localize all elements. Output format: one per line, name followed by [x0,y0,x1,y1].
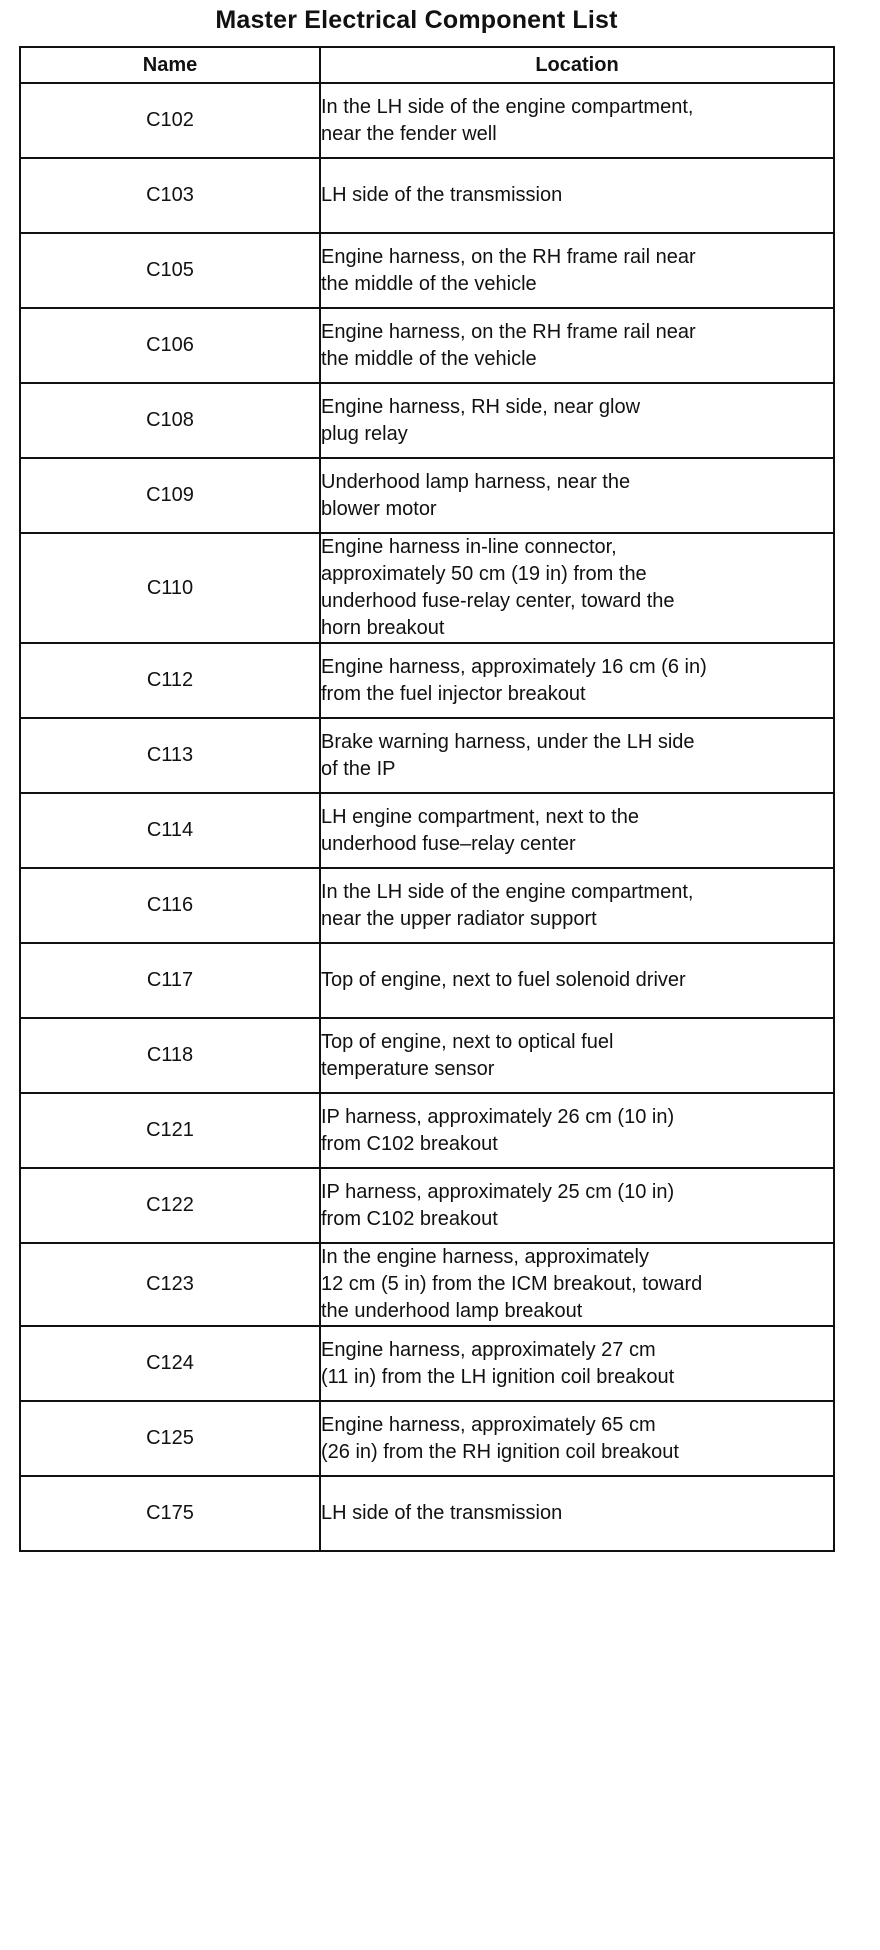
location-text-line: (11 in) from the LH ignition coil breakout [321,1365,675,1388]
component-location-cell [320,83,834,158]
table-row [20,1168,834,1243]
component-name-cell [20,158,320,233]
location-text-line: Engine harness in-line connector, [321,536,617,558]
component-location-cell [320,458,834,533]
component-name: C108 [146,409,194,431]
table-row [20,1326,834,1401]
component-location-cell [320,868,834,943]
location-text-line: LH side of the transmission [321,184,563,206]
location-text-line: Top of engine, next to fuel solenoid driver [321,969,686,991]
component-name-cell [20,458,320,533]
location-text-line: blower motor [321,497,437,520]
table-row [20,458,834,533]
location-text-line: Engine harness, on the RH frame rail near [321,245,696,268]
component-name: C175 [146,1502,194,1524]
component-name-cell [20,1168,320,1243]
component-name: C109 [146,484,194,506]
table-row [20,83,834,158]
table-row [20,233,834,308]
component-location-cell [320,1093,834,1168]
component-name-cell [20,1018,320,1093]
component-name: C112 [146,669,194,691]
table-row [20,718,834,793]
location-text-line: the middle of the vehicle [321,347,537,370]
location-text-line: underhood fuse-relay center, toward the [321,590,675,612]
table-row [20,1476,834,1551]
component-name: C103 [146,184,194,206]
component-location-cell [320,158,834,233]
location-text-line: Top of engine, next to optical fuel [321,1030,614,1053]
location-text-line: Engine harness, approximately 16 cm (6 in) [321,655,707,678]
component-name: C110 [146,576,194,599]
location-text-line: IP harness, approximately 25 cm (10 in) [321,1180,675,1203]
header-row [20,47,834,83]
location-text-line: Engine harness, RH side, near glow [321,395,641,418]
location-text-line: plug relay [321,422,408,445]
component-name: C114 [146,819,194,841]
component-name-cell [20,1093,320,1168]
table-row [20,308,834,383]
table-row [20,533,834,643]
location-text-line: the middle of the vehicle [321,272,537,295]
component-name-cell [20,308,320,383]
location-text-line: Engine harness, on the RH frame rail near [321,320,696,343]
component-name: C121 [146,1119,194,1141]
location-text-line: from C102 breakout [321,1132,498,1155]
name-column-header: Name [20,47,320,83]
location-text-line: of the IP [321,757,396,780]
component-name-cell [20,83,320,158]
table-row [20,1401,834,1476]
component-name: C123 [146,1273,194,1295]
location-text-line: IP harness, approximately 26 cm (10 in) [321,1105,675,1128]
component-name-cell [20,233,320,308]
table-row [20,793,834,868]
location-text-line: (26 in) from the RH ignition coil breakout [321,1440,679,1463]
component-location-cell [320,383,834,458]
component-location-cell [320,643,834,718]
location-text-line: horn breakout [321,617,445,639]
location-text-line: In the LH side of the engine compartment, [321,95,694,118]
component-name-cell [20,1476,320,1551]
component-name: C125 [146,1427,194,1449]
table-row [20,1018,834,1093]
component-name: C106 [146,334,194,356]
component-name: C105 [146,259,194,281]
component-location-cell [320,1476,834,1551]
location-text-line: Engine harness, approximately 27 cm [321,1338,656,1361]
table-row [20,1093,834,1168]
page-title: Master Electrical Component List [215,6,618,34]
component-name-cell [20,1401,320,1476]
component-name: C118 [146,1044,194,1066]
location-text-line: from the fuel injector breakout [321,682,586,705]
component-name-cell [20,1243,320,1326]
component-name-cell [20,533,320,643]
component-location-cell [320,943,834,1018]
location-text-line: near the upper radiator support [321,907,597,930]
location-text-line: approximately 50 cm (19 in) from the [321,563,647,585]
component-location-cell [320,1018,834,1093]
component-name: C117 [146,969,194,991]
component-location-cell [320,1243,834,1326]
table-row [20,383,834,458]
location-text-line: temperature sensor [321,1057,495,1080]
location-text-line: In the engine harness, approximately [321,1246,649,1268]
table-row [20,868,834,943]
table-row [20,1243,834,1326]
location-text-line: underhood fuse–relay center [321,832,576,855]
component-name: C113 [146,744,194,766]
component-name-cell [20,718,320,793]
component-name-cell [20,383,320,458]
component-name: C124 [146,1352,194,1374]
location-text-line: Underhood lamp harness, near the [321,470,631,493]
component-name-cell [20,793,320,868]
location-text-line: LH engine compartment, next to the [321,805,639,828]
location-text-line: Brake warning harness, under the LH side [321,730,695,753]
location-column-header: Location [320,47,834,83]
location-text-line: 12 cm (5 in) from the ICM breakout, toward [321,1273,703,1295]
component-location-cell [320,718,834,793]
location-text-line: Engine harness, approximately 65 cm [321,1413,656,1436]
table-row [20,943,834,1018]
component-name: C102 [146,109,194,131]
location-text-line: near the fender well [321,122,497,145]
component-table [19,46,835,1552]
component-location-cell [320,533,834,643]
table-row [20,643,834,718]
location-text-line: LH side of the transmission [321,1502,563,1524]
component-name: C116 [146,894,194,916]
component-location-cell [320,1326,834,1401]
component-name-cell [20,1326,320,1401]
component-name-cell [20,943,320,1018]
table-row [20,158,834,233]
location-text-line: from C102 breakout [321,1207,498,1230]
component-location-cell [320,308,834,383]
location-text-line: the underhood lamp breakout [321,1300,583,1322]
component-location-cell [320,793,834,868]
component-location-cell [320,233,834,308]
component-name-cell [20,868,320,943]
component-location-cell [320,1168,834,1243]
component-location-cell [320,1401,834,1476]
table-body [20,83,834,1551]
component-name-cell [20,643,320,718]
component-name: C122 [146,1194,194,1216]
location-text-line: In the LH side of the engine compartment, [321,880,694,903]
